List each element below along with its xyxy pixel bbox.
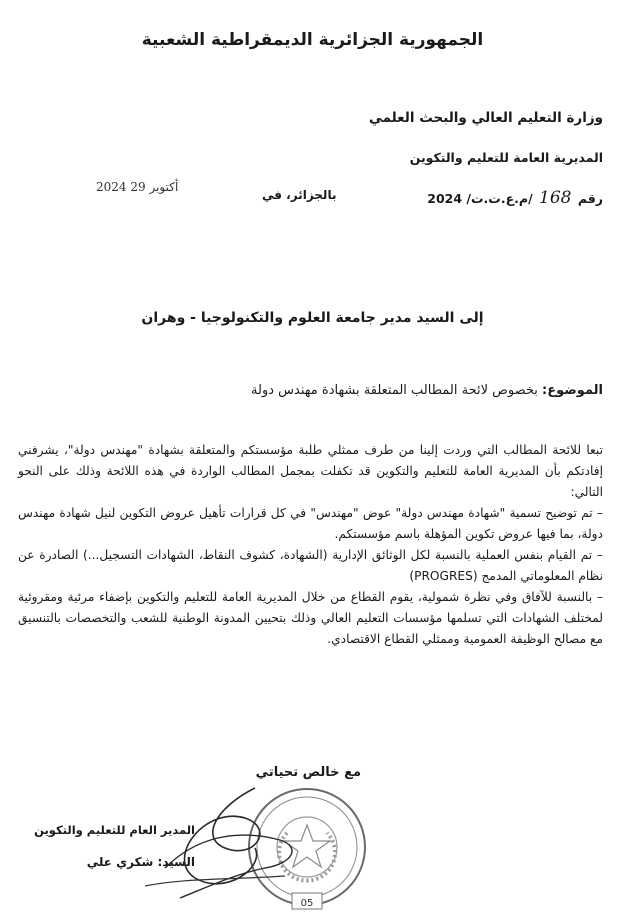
letter-body (18, 440, 603, 650)
addressee: إلى السيد مدير جامعة العلوم والتكنولوجيا - وهران (141, 310, 484, 326)
signer-title: المدير العام للتعليم والتكوين (34, 823, 195, 837)
subject-text: بخصوص لائحة المطالب المتعلقة بشهادة مهندس دولة (251, 383, 538, 398)
date-handwritten: 2024 أكتوبر 29 (96, 180, 179, 194)
body-intro: تبعا للائحة المطالب التي وردت إلينا من طرف ممثلي طلبة مؤسستكم والمتعلقة بشهادة "مهندس دولة"، يشرفني إفادتكم بأن المديرية العامة للتعليم والتكوين قد تكفلت بمجمل المطالب الواردة في هذه اللائحة وذلك على النحو التالي: (18, 443, 603, 499)
reference-label: رقم (577, 191, 603, 206)
reference-line (427, 188, 603, 208)
closing-salutation: مع خالص تحياتي (255, 765, 361, 780)
seal-number: 05 (300, 898, 314, 909)
reference-number: 168 (539, 188, 572, 208)
body-item: – تم القيام بنفس العملية بالنسبة لكل الوثائق الإدارية (الشهادة، كشوف النقاط، الشهادات التسجيل...) الصادرة عن نظام المعلوماتي المدمج (PROGRES) (18, 547, 603, 583)
subject-line (251, 383, 603, 398)
subject-label: الموضوع: (542, 383, 603, 398)
reference-suffix: /م.ع.ت.ت/ 2024 (427, 191, 533, 206)
ministry-name: وزارة التعليم العالي والبحث العلمي (368, 110, 603, 126)
republic-heading: الجمهورية الجزائرية الديمقراطية الشعبية (141, 30, 484, 50)
place-label: بالجزائر، في (262, 188, 337, 202)
body-item: – تم توضيح تسمية "شهادة مهندس دولة" عوض "مهندس" في كل قرارات تأهيل عروض التكوين لنيل شهادة مهندس دولة، بما فيها عروض تكوين المؤهلة باسم مؤسستكم. (18, 505, 603, 541)
signer-name: السيد: شكري علي (86, 855, 195, 869)
directorate-name: المديرية العامة للتعليم والتكوين (409, 150, 603, 165)
body-item: – بالنسبة للآفاق وفي نظرة شمولية، يقوم القطاع من خلال المديرية العامة للتعليم والتكوين بإضفاء مرئية ومقروئية لمختلف الشهادات التي تسلمها مؤسسات التعليم العالي وذلك بتحيين المدونة الوطنية للشعب والتخصصات بالتنسيق مع مصالح الوظيفة العمومية وممثلي القطاع الاقتصادي. (18, 589, 603, 646)
handwritten-signature (105, 768, 315, 908)
